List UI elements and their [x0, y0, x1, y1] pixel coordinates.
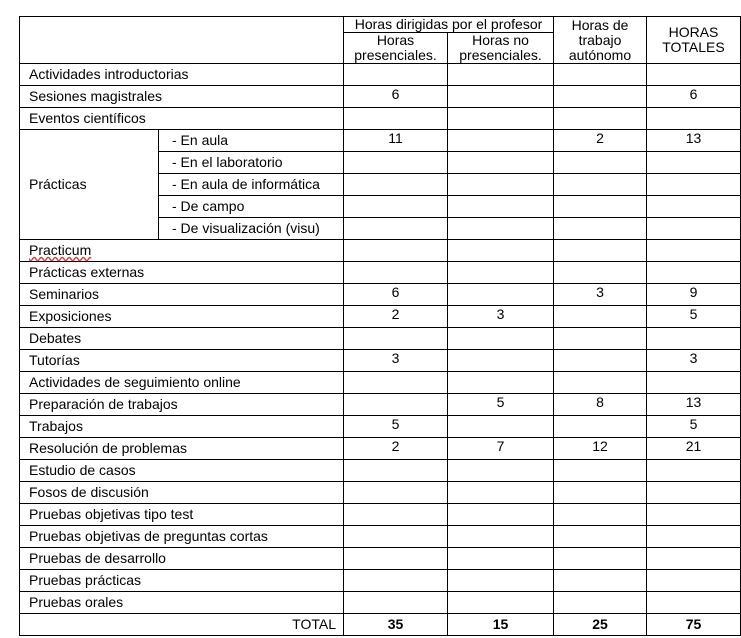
cell-autonomo	[554, 262, 647, 284]
cell-presenciales	[344, 152, 448, 174]
cell-no-presenciales	[448, 86, 554, 108]
table-row	[20, 64, 741, 86]
header-no-presenciales: Horas no presenciales.	[448, 33, 554, 64]
cell-no-presenciales	[448, 64, 554, 86]
cell-autonomo	[554, 350, 647, 372]
total-autonomo: 25	[554, 614, 647, 636]
cell-no-presenciales	[448, 108, 554, 130]
table-row	[20, 130, 741, 152]
table-row	[20, 240, 741, 262]
cell-presenciales	[344, 482, 448, 504]
cell-total	[647, 262, 741, 284]
cell-autonomo	[554, 482, 647, 504]
sub-row-label: - De visualización (visu)	[159, 218, 344, 240]
cell-no-presenciales: 5	[448, 394, 554, 416]
header-totales: HORAS TOTALES	[647, 17, 741, 64]
cell-presenciales: 11	[344, 130, 448, 152]
cell-autonomo: 3	[554, 284, 647, 306]
cell-autonomo	[554, 504, 647, 526]
cell-total: 13	[647, 394, 741, 416]
cell-total	[647, 174, 741, 196]
cell-total: 6	[647, 86, 741, 108]
cell-autonomo	[554, 86, 647, 108]
row-label: Fosos de discusión	[20, 482, 344, 504]
cell-no-presenciales	[448, 174, 554, 196]
table-row	[20, 482, 741, 504]
cell-no-presenciales	[448, 328, 554, 350]
row-label: Prácticas externas	[20, 262, 344, 284]
row-label: Eventos científicos	[20, 108, 344, 130]
sub-row-label: - En aula	[159, 130, 344, 152]
cell-presenciales	[344, 548, 448, 570]
row-label: Sesiones magistrales	[20, 86, 344, 108]
table-row	[20, 438, 741, 460]
cell-total	[647, 328, 741, 350]
row-label: Pruebas de desarrollo	[20, 548, 344, 570]
header-group-label: Horas dirigidas por el profesor	[344, 17, 554, 33]
cell-presenciales	[344, 64, 448, 86]
row-label: Preparación de trabajos	[20, 394, 344, 416]
cell-presenciales: 2	[344, 306, 448, 328]
cell-autonomo	[554, 372, 647, 394]
table-row	[20, 262, 741, 284]
cell-autonomo	[554, 328, 647, 350]
practicum-label: Practicum	[29, 242, 92, 258]
cell-no-presenciales	[448, 504, 554, 526]
table-row	[20, 416, 741, 438]
cell-no-presenciales: 7	[448, 438, 554, 460]
cell-total	[647, 548, 741, 570]
cell-no-presenciales	[448, 372, 554, 394]
cell-autonomo	[554, 460, 647, 482]
table-row	[20, 284, 741, 306]
cell-presenciales	[344, 460, 448, 482]
total-total: 75	[647, 614, 741, 636]
cell-autonomo	[554, 306, 647, 328]
cell-total	[647, 372, 741, 394]
cell-autonomo	[554, 64, 647, 86]
cell-total	[647, 108, 741, 130]
row-label: Trabajos	[20, 416, 344, 438]
cell-presenciales	[344, 218, 448, 240]
cell-no-presenciales	[448, 218, 554, 240]
cell-autonomo: 12	[554, 438, 647, 460]
cell-total	[647, 196, 741, 218]
cell-presenciales: 6	[344, 86, 448, 108]
cell-total: 9	[647, 284, 741, 306]
cell-presenciales	[344, 372, 448, 394]
cell-total	[647, 218, 741, 240]
cell-presenciales	[344, 394, 448, 416]
total-no-presenciales: 15	[448, 614, 554, 636]
row-label	[20, 240, 344, 262]
cell-presenciales	[344, 570, 448, 592]
row-label: Exposiciones	[20, 306, 344, 328]
row-label: Estudio de casos	[20, 460, 344, 482]
table-row	[20, 86, 741, 108]
cell-autonomo	[554, 108, 647, 130]
header-presenciales: Horas presenciales.	[344, 33, 448, 64]
cell-presenciales: 2	[344, 438, 448, 460]
row-label: Actividades de seguimiento online	[20, 372, 344, 394]
table-row	[20, 592, 741, 614]
cell-total	[647, 240, 741, 262]
cell-total	[647, 152, 741, 174]
cell-presenciales: 3	[344, 350, 448, 372]
table-row	[20, 504, 741, 526]
cell-autonomo	[554, 592, 647, 614]
cell-total: 3	[647, 350, 741, 372]
cell-autonomo	[554, 196, 647, 218]
table-row	[20, 372, 741, 394]
cell-total	[647, 64, 741, 86]
cell-autonomo	[554, 570, 647, 592]
table-row	[20, 526, 741, 548]
cell-no-presenciales	[448, 130, 554, 152]
cell-autonomo	[554, 240, 647, 262]
cell-no-presenciales	[448, 196, 554, 218]
row-label: Seminarios	[20, 284, 344, 306]
cell-autonomo	[554, 152, 647, 174]
cell-no-presenciales	[448, 460, 554, 482]
sub-row-label: - En aula de informática	[159, 174, 344, 196]
cell-total	[647, 570, 741, 592]
row-label: Pruebas objetivas de preguntas cortas	[20, 526, 344, 548]
sub-row-label: - De campo	[159, 196, 344, 218]
cell-total	[647, 460, 741, 482]
cell-presenciales: 6	[344, 284, 448, 306]
row-label: Resolución de problemas	[20, 438, 344, 460]
cell-autonomo	[554, 548, 647, 570]
cell-no-presenciales	[448, 526, 554, 548]
cell-total	[647, 592, 741, 614]
cell-presenciales	[344, 108, 448, 130]
cell-autonomo: 8	[554, 394, 647, 416]
cell-total	[647, 504, 741, 526]
cell-autonomo	[554, 526, 647, 548]
header-empty-cell	[20, 17, 344, 64]
cell-presenciales	[344, 592, 448, 614]
cell-presenciales	[344, 526, 448, 548]
cell-autonomo: 2	[554, 130, 647, 152]
cell-presenciales	[344, 504, 448, 526]
cell-no-presenciales	[448, 592, 554, 614]
cell-presenciales	[344, 262, 448, 284]
table-row	[20, 394, 741, 416]
total-label: TOTAL	[20, 614, 344, 636]
cell-total	[647, 526, 741, 548]
cell-presenciales	[344, 174, 448, 196]
table-row	[20, 460, 741, 482]
row-label-practicas: Prácticas	[20, 130, 159, 240]
table-row	[20, 350, 741, 372]
row-label: Debates	[20, 328, 344, 350]
cell-no-presenciales	[448, 416, 554, 438]
cell-total: 13	[647, 130, 741, 152]
cell-autonomo	[554, 218, 647, 240]
cell-no-presenciales	[448, 350, 554, 372]
table-row	[20, 108, 741, 130]
table-row	[20, 548, 741, 570]
cell-presenciales	[344, 196, 448, 218]
header-row-1	[20, 17, 741, 33]
row-label: Pruebas objetivas tipo test	[20, 504, 344, 526]
cell-presenciales: 5	[344, 416, 448, 438]
cell-autonomo	[554, 174, 647, 196]
cell-no-presenciales	[448, 482, 554, 504]
total-presenciales: 35	[344, 614, 448, 636]
cell-no-presenciales	[448, 548, 554, 570]
table-row	[20, 328, 741, 350]
cell-no-presenciales: 3	[448, 306, 554, 328]
cell-total: 5	[647, 416, 741, 438]
cell-no-presenciales	[448, 262, 554, 284]
cell-presenciales	[344, 328, 448, 350]
row-label: Pruebas prácticas	[20, 570, 344, 592]
cell-total: 5	[647, 306, 741, 328]
cell-no-presenciales	[448, 284, 554, 306]
table-row	[20, 306, 741, 328]
row-label: Tutorías	[20, 350, 344, 372]
row-label: Pruebas orales	[20, 592, 344, 614]
cell-total: 21	[647, 438, 741, 460]
hours-table	[19, 16, 741, 636]
cell-no-presenciales	[448, 152, 554, 174]
row-label: Actividades introductorias	[20, 64, 344, 86]
cell-total	[647, 482, 741, 504]
table-row	[20, 570, 741, 592]
cell-no-presenciales	[448, 240, 554, 262]
cell-no-presenciales	[448, 570, 554, 592]
total-row	[20, 614, 741, 636]
cell-autonomo	[554, 416, 647, 438]
cell-presenciales	[344, 240, 448, 262]
header-autonomo: Horas de trabajo autónomo	[554, 17, 647, 64]
sub-row-label: - En el laboratorio	[159, 152, 344, 174]
